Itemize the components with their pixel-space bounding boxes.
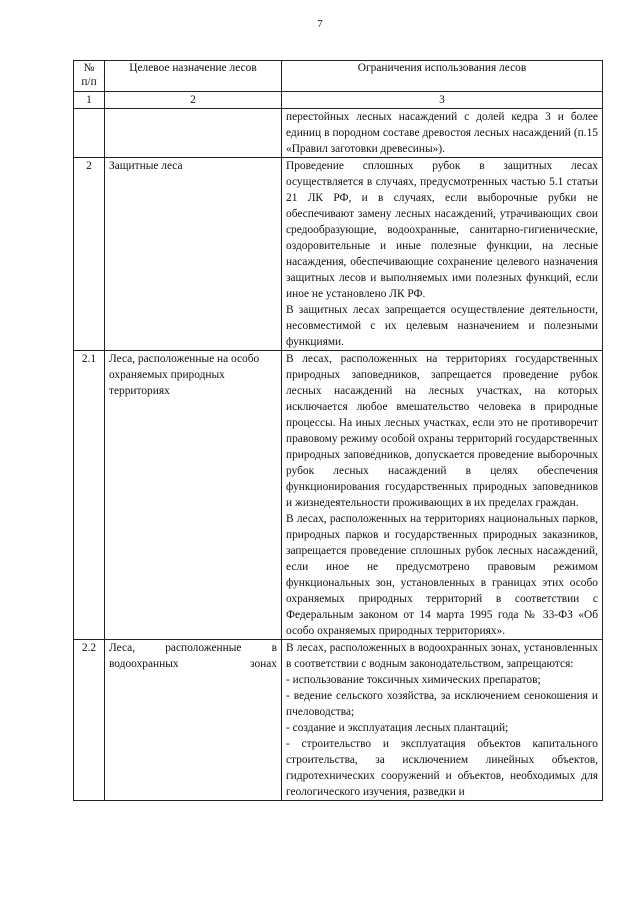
- column-index-row: [74, 92, 603, 109]
- restriction-paragraph: В защитных лесах запрещается осуществление деятельности, несовместимой с их целевым назначением и полезными функциями.: [286, 304, 598, 348]
- header-no: № п/п: [74, 61, 105, 92]
- restriction-paragraph: - строительство и эксплуатация объектов капитального строительства, за исключением линейных объектов, гидротехнических сооружений и объектов, необходимых для геологического изучения, разведки и: [286, 738, 598, 798]
- table-row: [74, 351, 603, 640]
- column-index-1: 1: [74, 92, 105, 109]
- row-purpose: [105, 109, 282, 158]
- row-number: 2.1: [74, 351, 105, 640]
- row-restrictions: [282, 640, 603, 801]
- restriction-paragraph: В лесах, расположенных на территориях государственных природных заповедников, запрещается проведение рубок лесных насаждений на лесных участках, на которых исключается любое вмешательство человека в природные процессы. На иных лесных участках, если это не противоречит правовому режиму особой охраны территорий государственных природных заповедников, допускается проведение выборочных рубок лесных насаждений в целях обеспечения функционирования государственных природных заповедников и жизнедеятельности проживающих в их пределах граждан.: [286, 353, 598, 509]
- row-purpose: Леса, расположенные на особо охраняемых природных территориях: [105, 351, 282, 640]
- header-restrictions: Ограничения использования лесов: [282, 61, 603, 92]
- restriction-paragraph: В лесах, расположенных в водоохранных зонах, установленных в соответствии с водным законодательством, запрещаются:: [286, 642, 598, 670]
- restriction-paragraph: - использование токсичных химических препаратов;: [286, 674, 541, 686]
- row-restrictions: [282, 158, 603, 351]
- table-row: [74, 158, 603, 351]
- row-purpose: Защитные леса: [105, 158, 282, 351]
- table-row: [74, 109, 603, 158]
- restriction-paragraph: В лесах, расположенных на территориях национальных парков, природных парков и государственных природных заказников, запрещается проведение сплошных рубок лесных насаждений, если иное не предусмотрено правовым режимом функциональных зон, установленных в границах этих особо охраняемых природных территорий в соответствии с Федеральным законом от 14 марта 1995 года № 33-ФЗ «Об особо охраняемых природных территориях».: [286, 513, 598, 637]
- restriction-paragraph: перестойных лесных насаждений с долей кедра 3 и более единиц в породном составе древостоя лесных насаждений (п.15 «Правил заготовки древесины»).: [286, 111, 598, 155]
- row-number: [74, 109, 105, 158]
- table-row: [74, 640, 603, 801]
- header-row: [74, 61, 603, 92]
- restriction-paragraph: Проведение сплошных рубок в защитных лесах осуществляется в случаях, предусмотренных частью 5.1 статьи 21 ЛК РФ, и в случаях, если выборочные рубки не обеспечивают замену лесных насаждений, утрачивающих свои средообразующие, водоохранные, санитарно-гигиенические, оздоровительные и иные полезные функции, на лесные насаждения, обеспечивающие сохранение целевого назначения защитных лесов и выполняемых ими полезных функций, если иное не установлено ЛК РФ.: [286, 160, 598, 300]
- page-number: 7: [317, 18, 323, 30]
- row-restrictions: [282, 109, 603, 158]
- row-number: 2.2: [74, 640, 105, 801]
- header-purpose: Целевое назначение лесов: [105, 61, 282, 92]
- row-restrictions: [282, 351, 603, 640]
- row-purpose: Леса, расположенные в водоохранных зонах: [105, 640, 282, 801]
- column-index-2: 2: [105, 92, 282, 109]
- restriction-paragraph: - ведение сельского хозяйства, за исключением сенокошения и пчеловодства;: [286, 690, 598, 718]
- forest-restrictions-table: [73, 60, 603, 801]
- row-number: 2: [74, 158, 105, 351]
- column-index-3: 3: [282, 92, 603, 109]
- restriction-paragraph: - создание и эксплуатация лесных плантаций;: [286, 722, 509, 734]
